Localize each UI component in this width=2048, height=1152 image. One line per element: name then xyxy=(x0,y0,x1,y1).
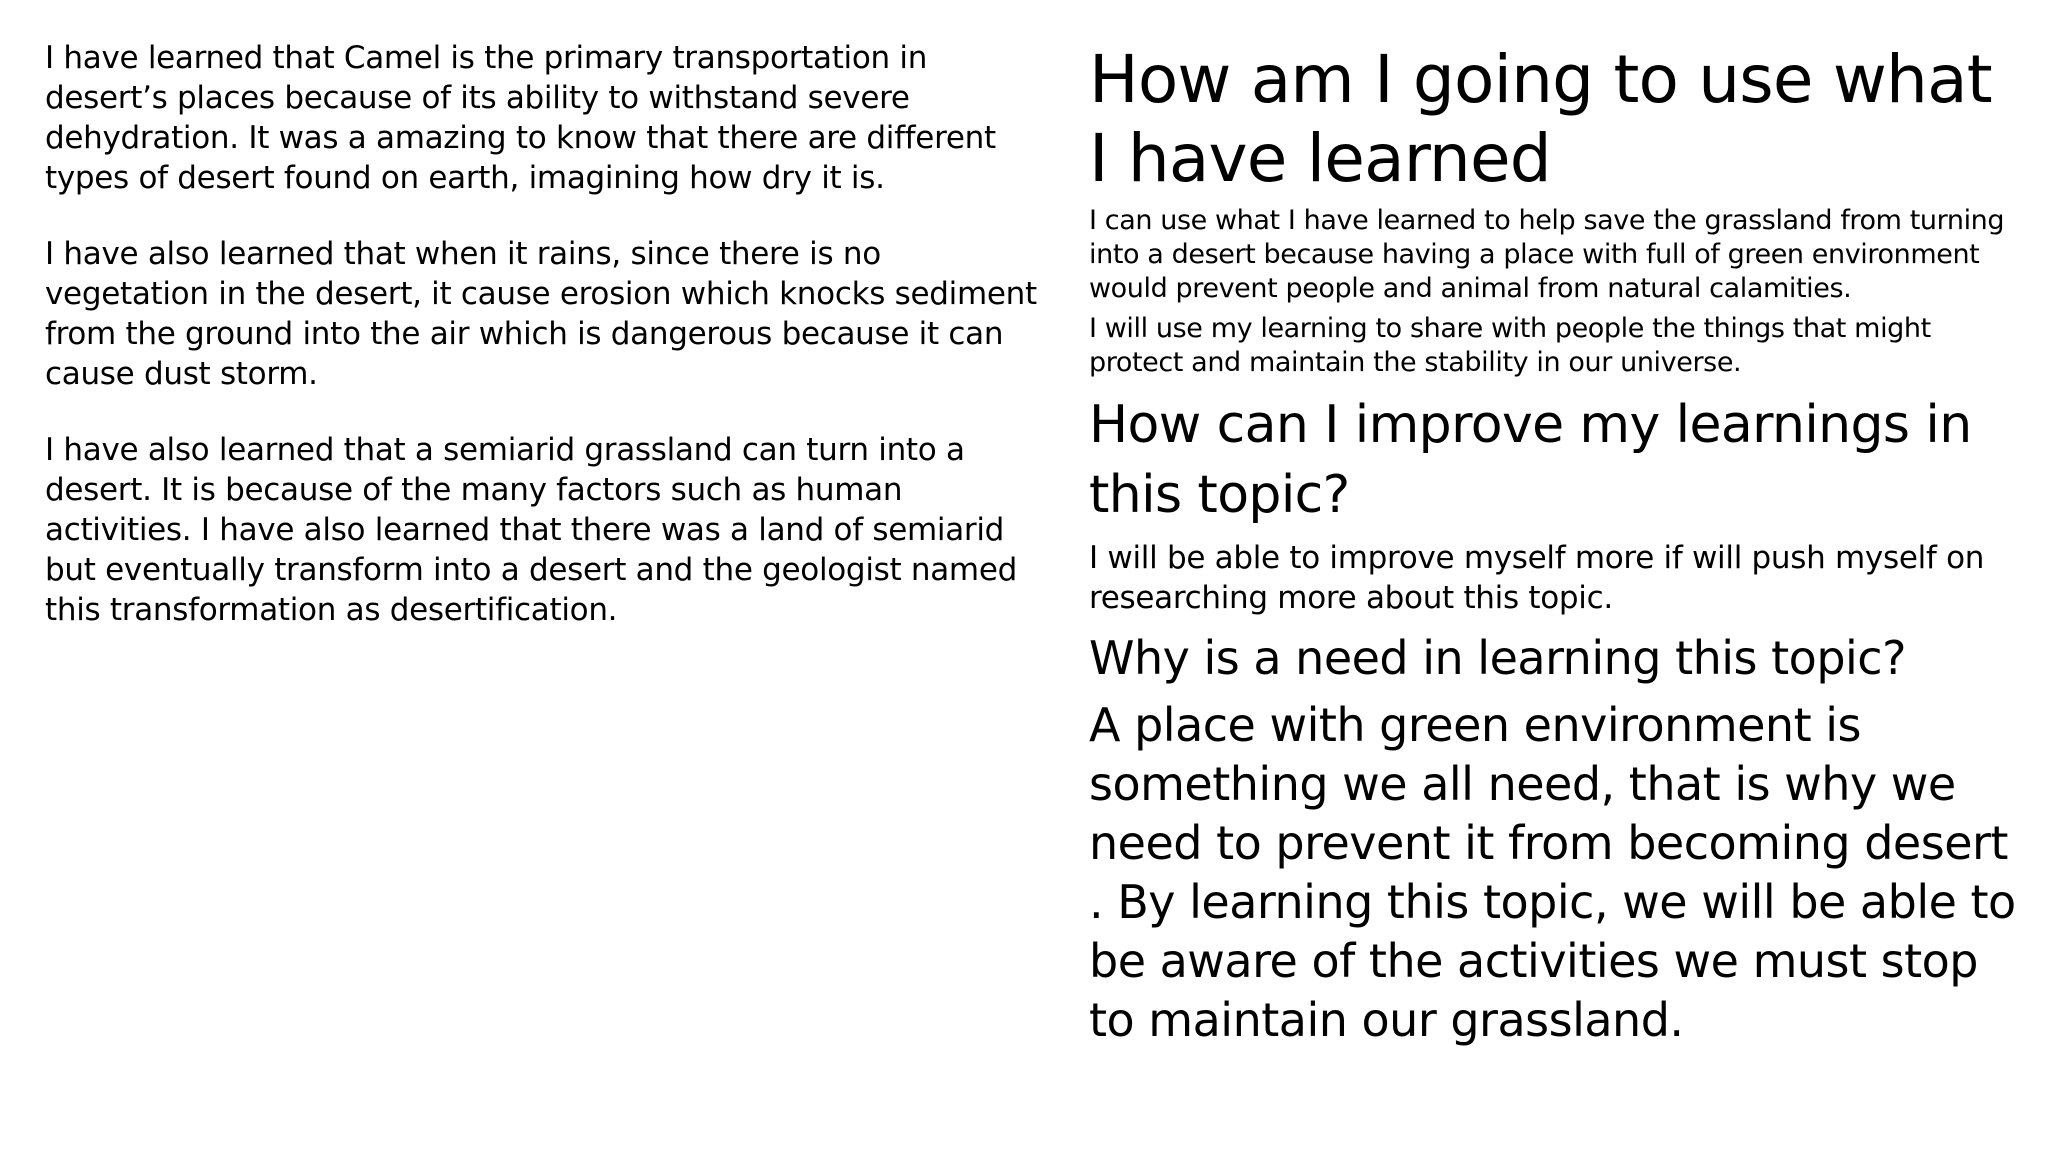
improve-learning-paragraph: I will be able to improve myself more if will push myself on researching more about this topic. xyxy=(1089,540,1985,616)
use-learning-paragraph-2: I will use my learning to share with people the things that might protect and maintain the stability in our universe. xyxy=(1089,313,1931,378)
improve-learning-heading: How can I improve my learnings in this topic? xyxy=(1089,395,1972,525)
camel-paragraph: I have learned that Camel is the primary transportation in desert’s places because of its ability to withstand severe dehydration. It was a amazing to know that there are different types of desert found on earth, imagining how dry it is. xyxy=(45,40,996,196)
need-learning-heading: Why is a need in learning this topic? xyxy=(1089,631,1907,685)
use-learning-paragraph-1: I can use what I have learned to help save the grassland from turning into a desert because having a place with full of green environment would prevent people and animal from natural calamities. xyxy=(1089,205,2005,304)
use-learning-heading: How am I going to use what I have learned xyxy=(1089,41,1992,197)
left-column xyxy=(45,38,1045,666)
need-learning-paragraph: A place with green environment is something we all need, that is why we need to prevent it from becoming desert . By learning this topic, we will be able to be aware of the activities we must stop to maintain our grassland. xyxy=(1089,698,2016,1047)
erosion-paragraph: I have also learned that when it rains, since there is no vegetation in the desert, it cause erosion which knocks sediment from the ground into the air which is dangerous because it can cause dust storm. xyxy=(45,236,1037,392)
desertification-paragraph: I have also learned that a semiarid grassland can turn into a desert. It is because of the many factors such as human activities. I have also learned that there was a land of semiarid but eventually transform into a desert and the geologist named this transformation as desertification. xyxy=(45,432,1017,628)
right-column xyxy=(1089,40,2019,1050)
